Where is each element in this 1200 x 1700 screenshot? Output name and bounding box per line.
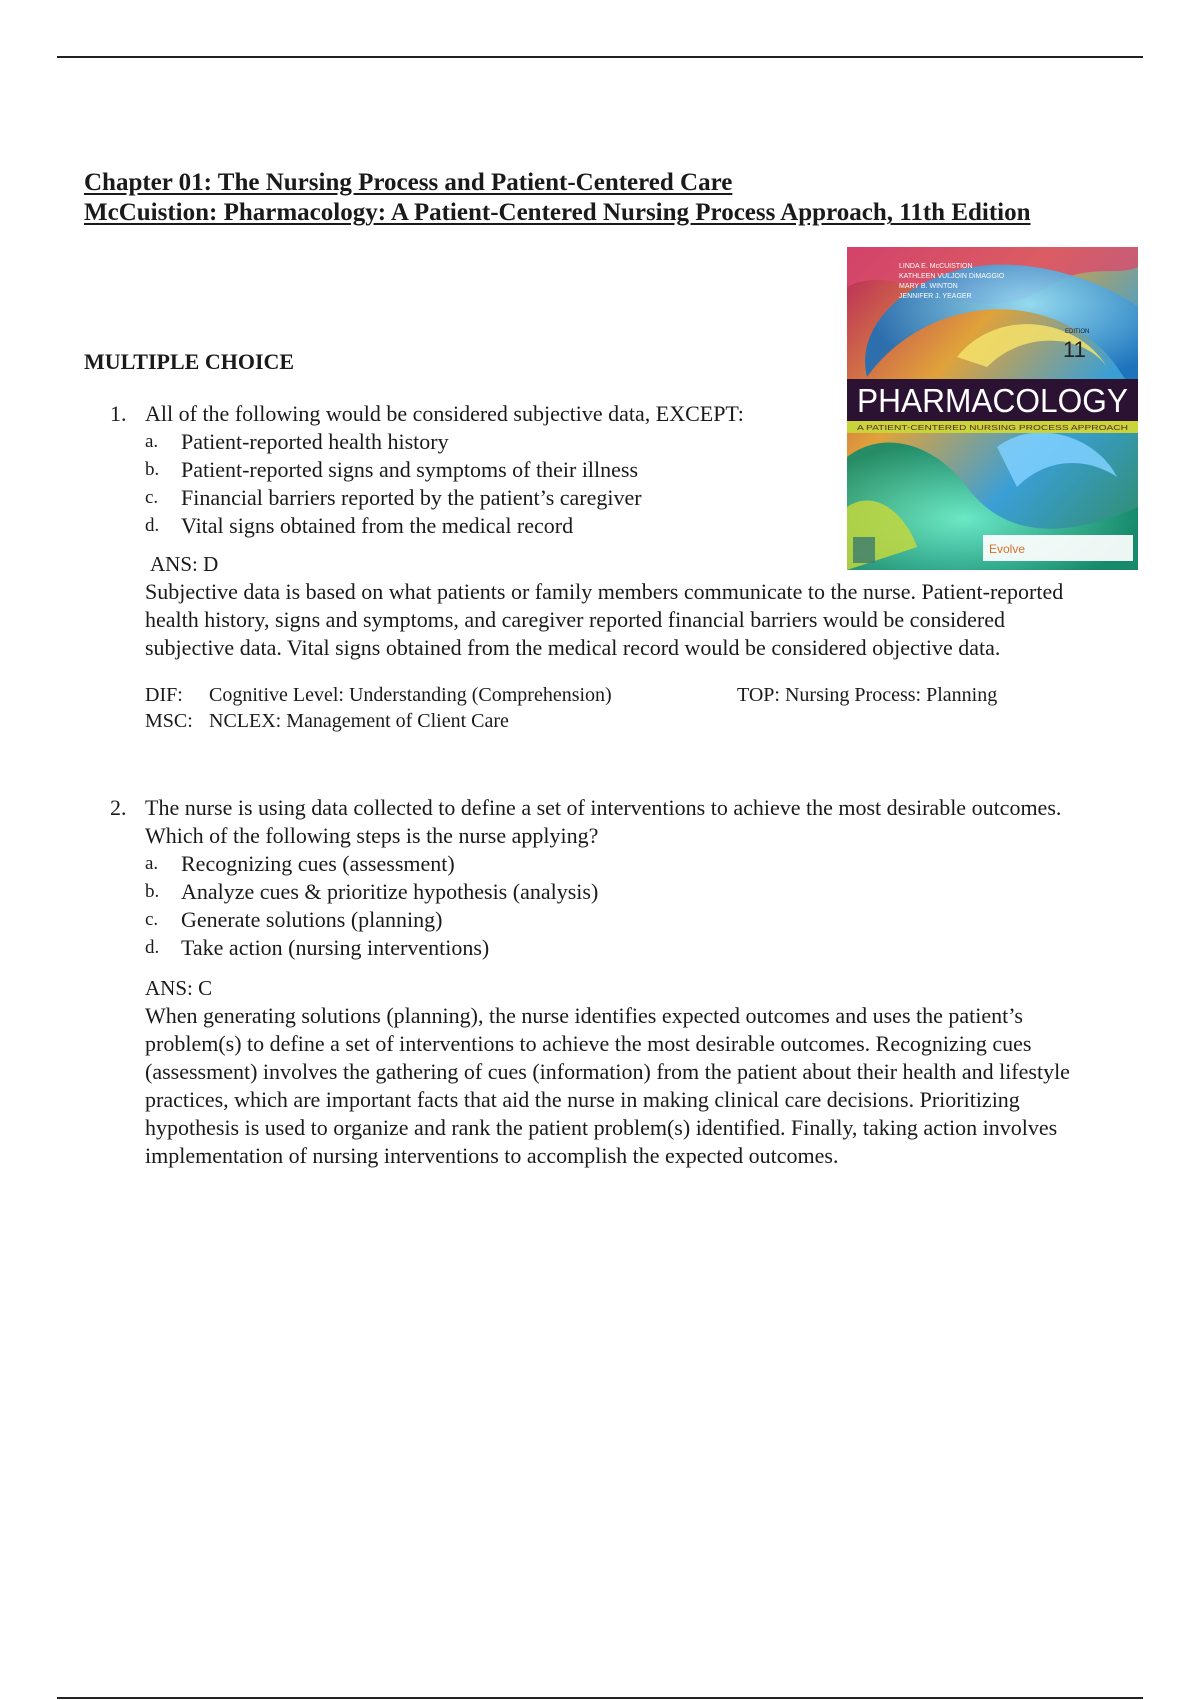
choice-letter: b.	[145, 881, 160, 902]
answer-key: ANS: C	[145, 976, 213, 1000]
choice-text: Generate solutions (planning)	[181, 907, 443, 932]
question-metadata	[110, 682, 1090, 734]
question-stem: All of the following would be considered subjective data, EXCEPT:	[145, 401, 744, 426]
cover-author-3: MARY B. WINTON	[899, 283, 958, 290]
msc-label: MSC:	[145, 710, 193, 732]
question-number: 1.	[110, 401, 127, 426]
msc-value: NCLEX: Management of Client Care	[209, 710, 509, 732]
choice-letter: c.	[145, 909, 159, 930]
choice-list	[110, 428, 1090, 540]
question-stem: The nurse is using data collected to define a set of interventions to achieve the most desirable outcomes. Which of the following steps is the nurse applying?	[145, 795, 1062, 848]
choice-text: Take action (nursing interventions)	[181, 935, 490, 960]
cover-edition-label: EDITION	[1065, 329, 1090, 335]
choice-letter: c.	[145, 487, 159, 508]
choice-text: Vital signs obtained from the medical record	[181, 513, 574, 538]
question-number: 2.	[110, 795, 127, 820]
top-label: TOP:	[737, 684, 780, 706]
choice-text: Patient-reported health history	[181, 429, 449, 454]
chapter-title: Chapter 01: The Nursing Process and Patient-Centered Care	[84, 169, 733, 196]
book-title: McCuistion: Pharmacology: A Patient-Centered Nursing Process Approach, 11th Edition	[84, 199, 1031, 226]
bottom-rule	[57, 1697, 1143, 1699]
choice-text: Recognizing cues (assessment)	[181, 851, 455, 876]
choice-d	[145, 512, 1090, 540]
cover-evolve-label: Evolve	[989, 542, 1026, 556]
choice-letter: b.	[145, 459, 160, 480]
cover-title: PHARMACOLOGY	[857, 382, 1128, 419]
rationale: When generating solutions (planning), the nurse identifies expected outcomes and uses the patient’s problem(s) to define a set of interventions to achieve the most desirable outcomes. Recognizing cues (assessment) involves the gathering of cues (information) from the patient about their health and lifestyle practices, which are important facts that aid the nurse in making clinical care decisions. Prioritizing hypothesis is used to organize and rank the patient problem(s) identified. Finally, taking action involves implementation of nursing interventions to accomplish the expected outcomes.	[145, 1003, 1070, 1168]
choice-letter: a.	[145, 431, 159, 452]
dif-value: Cognitive Level: Understanding (Comprehension)	[209, 684, 612, 706]
question-2	[110, 794, 1090, 1170]
cover-subtitle: A PATIENT-CENTERED NURSING PROCESS APPROACH	[857, 425, 1128, 432]
choice-text: Patient-reported signs and symptoms of their illness	[181, 457, 639, 482]
section-heading: MULTIPLE CHOICE	[84, 349, 295, 374]
choice-a	[145, 850, 1090, 878]
choice-letter: d.	[145, 515, 160, 536]
cover-author-1: LINDA E. McCUISTION	[899, 263, 973, 270]
choice-letter: a.	[145, 853, 159, 874]
choice-text: Financial barriers reported by the patient’s caregiver	[181, 485, 642, 510]
choice-d	[145, 934, 1090, 962]
question-1	[110, 400, 1090, 734]
choice-b	[145, 878, 1090, 906]
cover-author-2: KATHLEEN VULJOIN DiMAGGIO	[899, 273, 1005, 280]
choice-b	[145, 456, 1090, 484]
choice-c	[145, 484, 1090, 512]
choice-a	[145, 428, 1090, 456]
cover-author-4: JENNIFER J. YEAGER	[899, 293, 972, 300]
dif-label: DIF:	[145, 684, 183, 706]
top-rule	[57, 56, 1143, 58]
top-value: Nursing Process: Planning	[784, 684, 998, 706]
rationale: Subjective data is based on what patients or family members communicate to the nurse. Patient-reported health history, signs and symptoms, and caregiver reported financial barriers would be considered subjective data. Vital signs obtained from the medical record would be considered objective data.	[145, 579, 1064, 660]
cover-edition-number: 11	[1063, 337, 1086, 362]
choice-c	[145, 906, 1090, 934]
choice-letter: d.	[145, 937, 160, 958]
choice-text: Analyze cues & prioritize hypothesis (analysis)	[181, 879, 599, 904]
choice-list	[110, 850, 1090, 962]
answer-key: ANS: D	[150, 552, 219, 576]
